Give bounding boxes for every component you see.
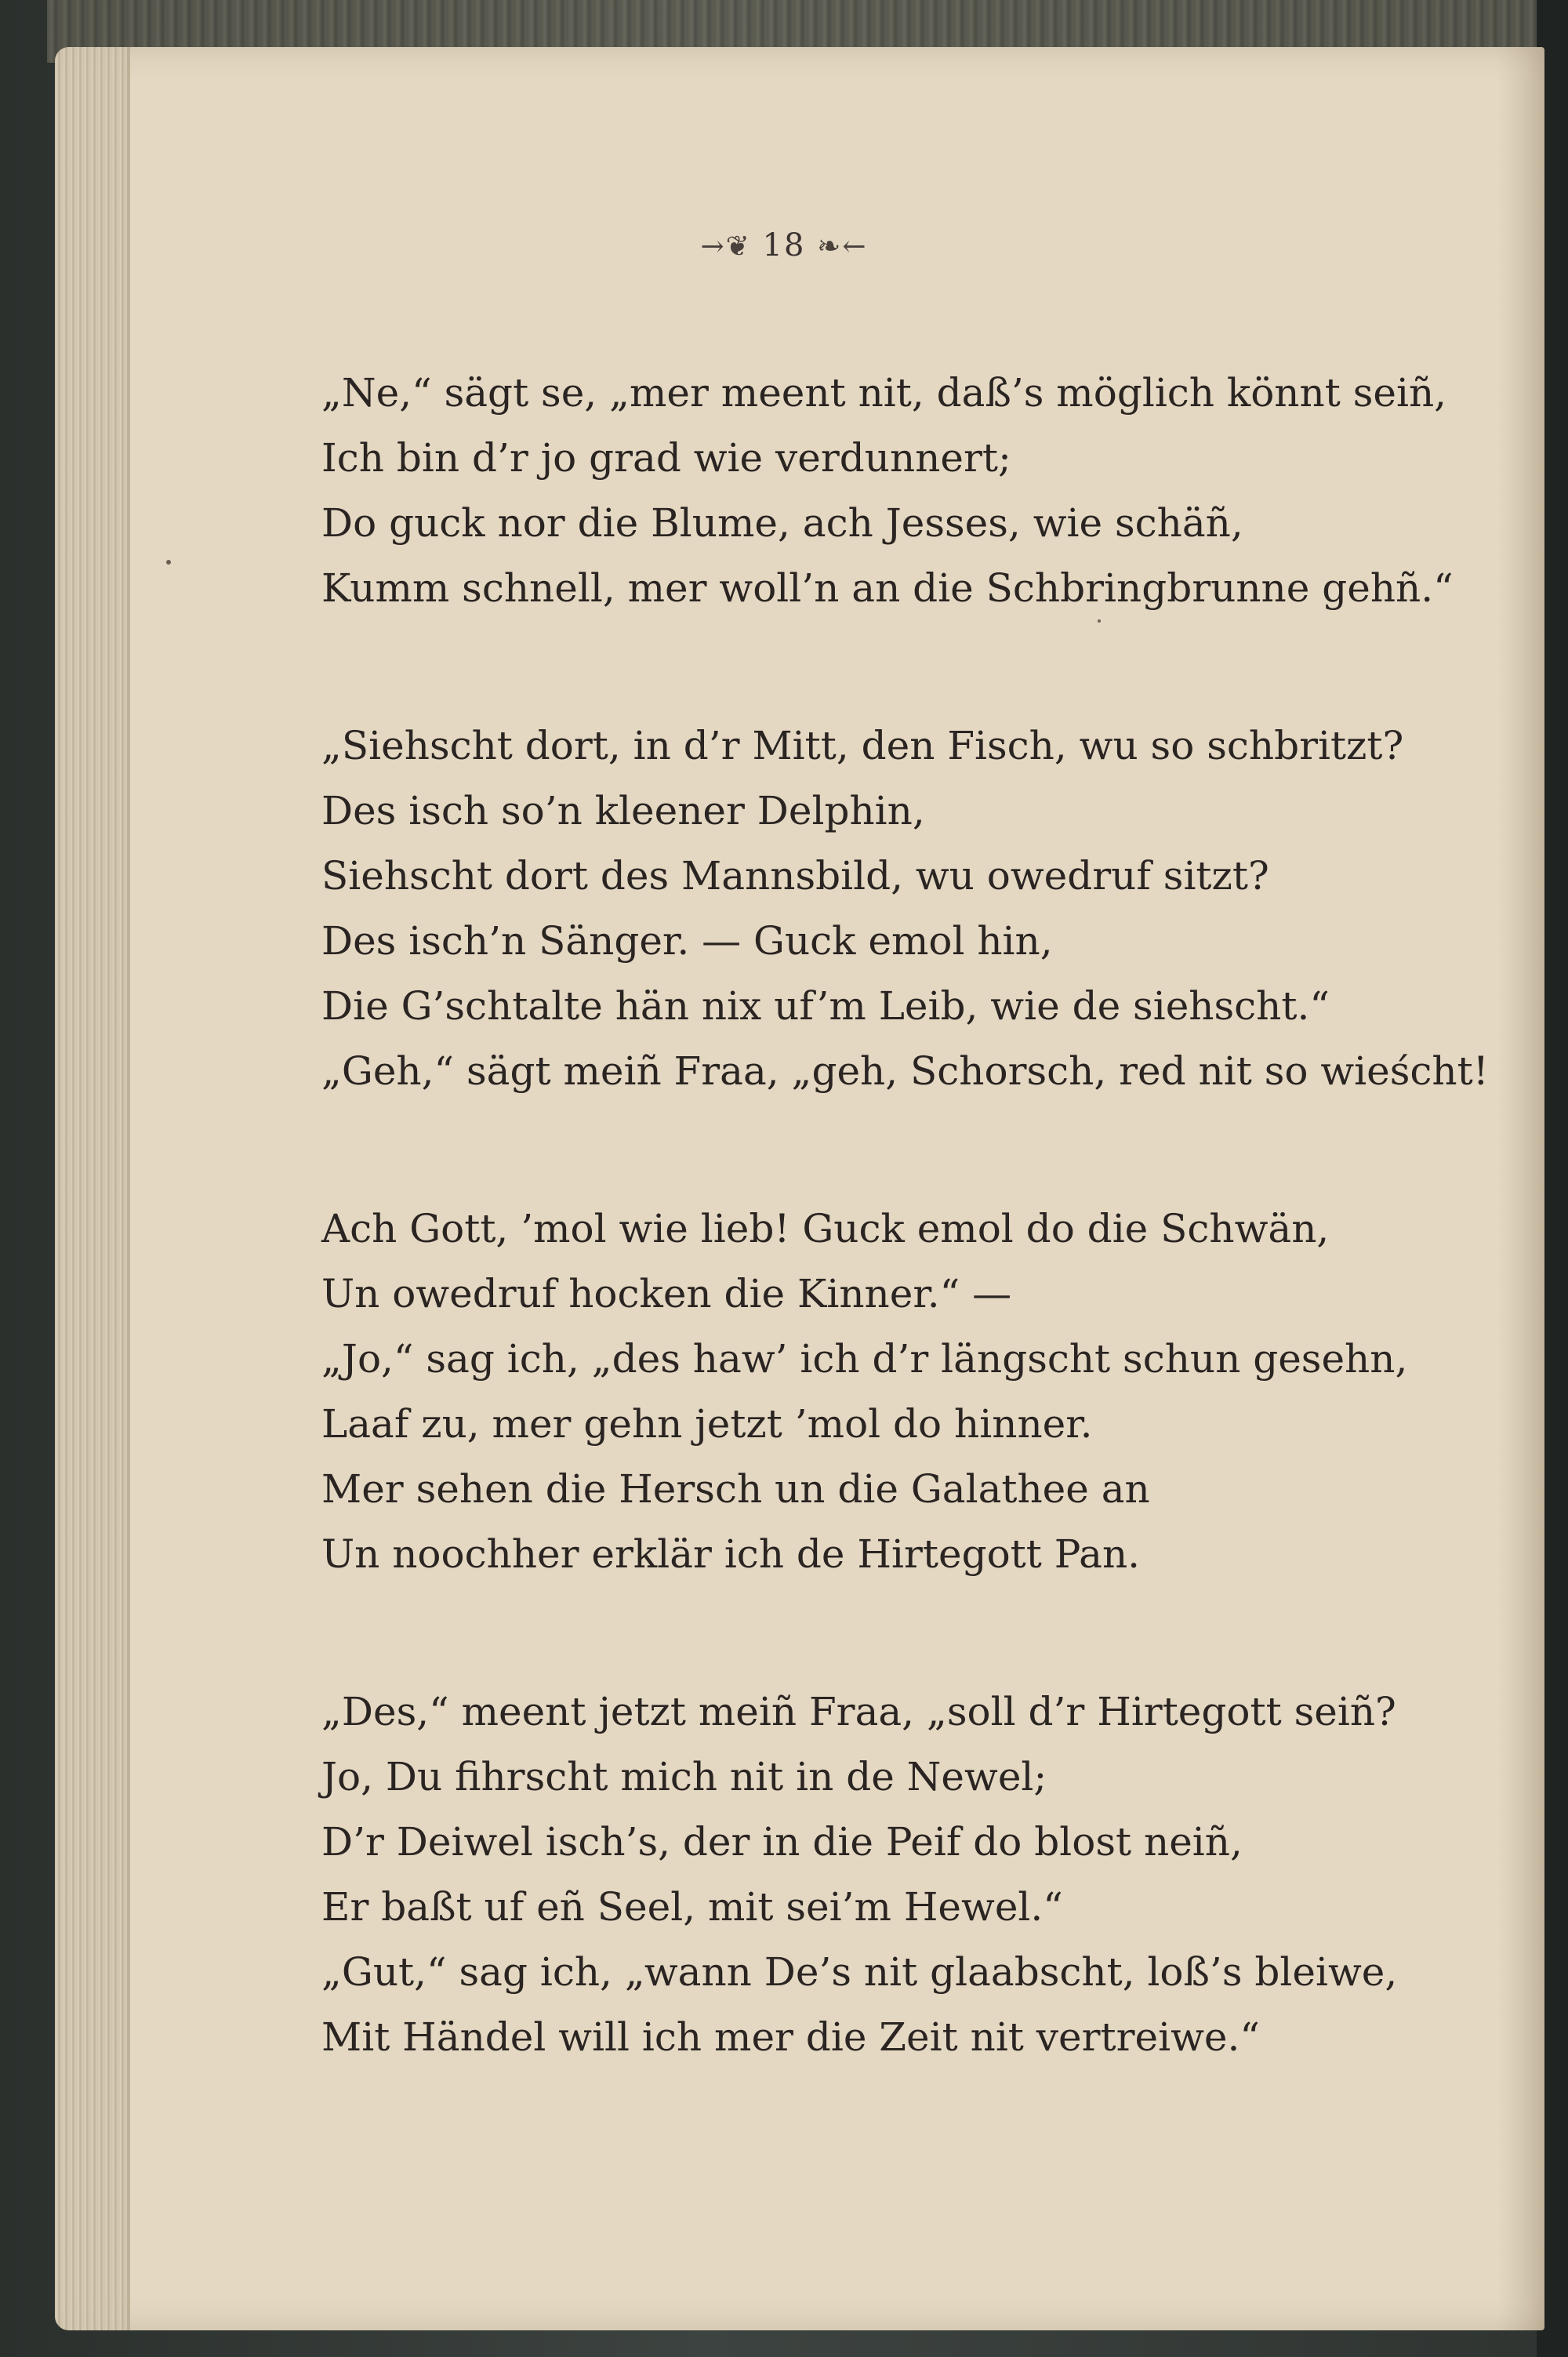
poem-line: Die G’schtalte hän nix uf’m Leib, wie de siehscht.“ xyxy=(321,983,1330,1029)
poem-line: Siehscht dort des Mannsbild, wu owedruf sitzt? xyxy=(321,853,1269,899)
paper-speck xyxy=(166,560,171,565)
stanza-2 xyxy=(321,714,1489,1104)
poem-line: „Geh,“ sägt meiñ Fraa, „geh, Schorsch, red nit so wieścht! xyxy=(321,1048,1489,1094)
header-ornament-left-icon: →❦ xyxy=(700,231,751,263)
poem-line: „Gut,“ sag ich, „wann De’s nit glaabscht, loß’s bleiwe, xyxy=(321,1949,1398,1995)
poem-line: Laaf zu, mer gehn jetzt ’mol do hinner. xyxy=(321,1401,1093,1447)
page-shade xyxy=(1497,47,1544,2330)
poem-line: Kumm schnell, mer woll’n an die Schbringbrunne gehñ.“ xyxy=(321,565,1454,611)
poem-line: Ach Gott, ’mol wie lieb! Guck emol do die Schwän, xyxy=(321,1206,1330,1251)
poem-line: Un noochher erklär ich de Hirtegott Pan. xyxy=(321,1531,1141,1577)
poem-line: „Ne,“ sägt se, „mer meent nit, daß’s möglich könnt seiñ, xyxy=(321,370,1447,416)
poem-line: Un owedruf hocken die Kinner.“ — xyxy=(321,1271,1012,1317)
page-header xyxy=(0,227,1568,263)
stanza-3 xyxy=(321,1197,1435,1587)
poem-line: Des isch so’n kleener Delphin, xyxy=(321,788,925,833)
poem-line: „Des,“ meent jetzt meiñ Fraa, „soll d’r Hirtegott seiñ? xyxy=(321,1689,1396,1734)
poem-line: D’r Deiwel isch’s, der in die Peif do blost neiñ, xyxy=(321,1819,1243,1865)
stanza-4 xyxy=(321,1680,1435,2070)
page-number: 18 xyxy=(762,227,806,263)
poem-text xyxy=(321,361,1489,2135)
poem-line: Jo, Du fihrscht mich nit in de Newel; xyxy=(321,1754,1047,1800)
header-ornament-right-icon: ❧← xyxy=(817,231,868,263)
poem-line: Des isch’n Sänger. — Guck emol hin, xyxy=(321,918,1053,964)
poem-line: Do guck nor die Blume, ach Jesses, wie schäñ, xyxy=(321,500,1243,546)
poem-line: Ich bin d’r jo grad wie verdunnert; xyxy=(321,435,1011,481)
poem-line: Mit Händel will ich mer die Zeit nit vertreiwe.“ xyxy=(321,2014,1260,2060)
poem-line: Er baßt uf eñ Seel, mit sei’m Hewel.“ xyxy=(321,1884,1063,1930)
poem-line: „Siehscht dort, in d’r Mitt, den Fisch, wu so schbritzt? xyxy=(321,723,1404,768)
page-edges xyxy=(55,47,127,2330)
poem-line: „Jo,“ sag ich, „des haw’ ich d’r längscht schun gesehn, xyxy=(321,1336,1408,1382)
poem-line: Mer sehen die Hersch un die Galathee an xyxy=(321,1466,1150,1512)
stanza-1 xyxy=(321,361,1454,621)
